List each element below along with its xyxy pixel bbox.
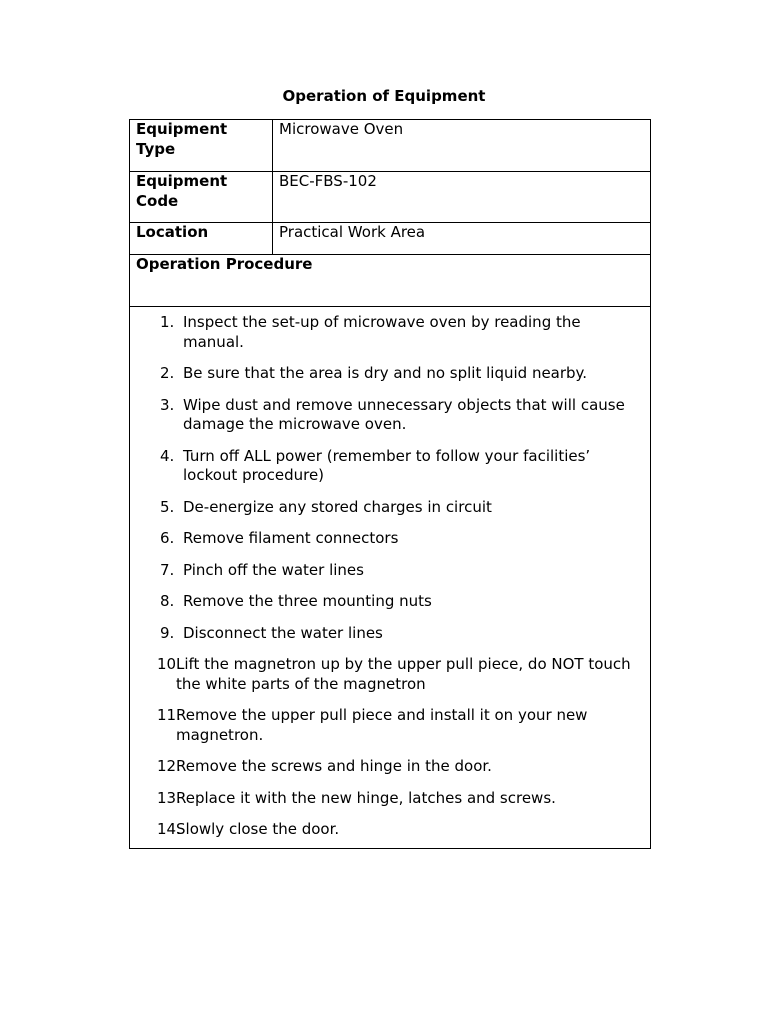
procedure-step (130, 592, 644, 612)
step-text: Slowly close the door. (176, 820, 340, 838)
page-title: Operation of Equipment (282, 87, 486, 105)
step-number: 4. (160, 446, 175, 465)
step-number: 5. (160, 497, 175, 516)
step-text: Remove the screws and hinge in the door. (176, 757, 492, 775)
procedure-step (130, 561, 644, 581)
equipment-type-label: Equipment Type (130, 120, 273, 172)
operation-procedure-label: Operation Procedure (130, 255, 651, 307)
step-number: 6. (160, 529, 175, 547)
equipment-table (129, 119, 651, 849)
equipment-code-value: BEC-FBS-102 (273, 172, 651, 223)
procedure-step (130, 313, 644, 352)
step-number: 8. (160, 592, 175, 610)
step-number: 3. (160, 395, 175, 414)
step-text: Remove the three mounting nuts (183, 592, 432, 610)
step-number: 14. (157, 820, 181, 838)
step-text: Lift the magnetron up by the upper pull piece, do NOT touch the white parts of the magnetron (176, 655, 631, 693)
procedure-step (130, 364, 644, 384)
step-text: Wipe dust and remove unnecessary objects that will cause damage the microwave oven. (183, 395, 625, 433)
step-text: Remove the upper pull piece and install it on your new magnetron. (176, 706, 588, 744)
step-text: Turn off ALL power (remember to follow your facilities’ lockout procedure) (183, 446, 591, 484)
procedure-step (130, 447, 644, 486)
equipment-code-label: Equipment Code (130, 172, 273, 223)
procedure-step (130, 396, 644, 435)
step-number: 10. (157, 655, 181, 673)
procedure-step (130, 757, 644, 777)
procedure-step (130, 529, 644, 549)
step-text: Be sure that the area is dry and no split liquid nearby. (183, 364, 588, 382)
step-number: 11. (157, 706, 181, 724)
procedure-steps-list (130, 313, 644, 840)
step-number: 1. (160, 313, 175, 331)
location-value: Practical Work Area (273, 223, 651, 255)
procedure-cell (130, 307, 651, 849)
step-number: 9. (160, 623, 175, 642)
step-number: 7. (160, 560, 175, 579)
step-number: 13. (157, 788, 181, 807)
procedure-step (130, 706, 644, 745)
step-number: 12. (157, 757, 181, 775)
table-row (130, 223, 651, 255)
procedure-step (130, 820, 644, 840)
step-number: 2. (160, 364, 175, 382)
step-text: De-energize any stored charges in circuit (183, 497, 492, 516)
step-text: Inspect the set-up of microwave oven by reading the manual. (183, 313, 581, 351)
procedure-step (130, 498, 644, 518)
step-text: Replace it with the new hinge, latches and screws. (176, 788, 556, 807)
table-row (130, 255, 651, 307)
step-text: Disconnect the water lines (183, 623, 383, 642)
step-text: Pinch off the water lines (183, 560, 364, 579)
table-row (130, 120, 651, 172)
procedure-step (130, 789, 644, 809)
equipment-type-value: Microwave Oven (273, 120, 651, 172)
procedure-step (130, 624, 644, 644)
procedure-step (130, 655, 644, 694)
location-label: Location (130, 223, 273, 255)
table-row (130, 172, 651, 223)
step-text: Remove filament connectors (183, 529, 399, 547)
table-row (130, 307, 651, 849)
